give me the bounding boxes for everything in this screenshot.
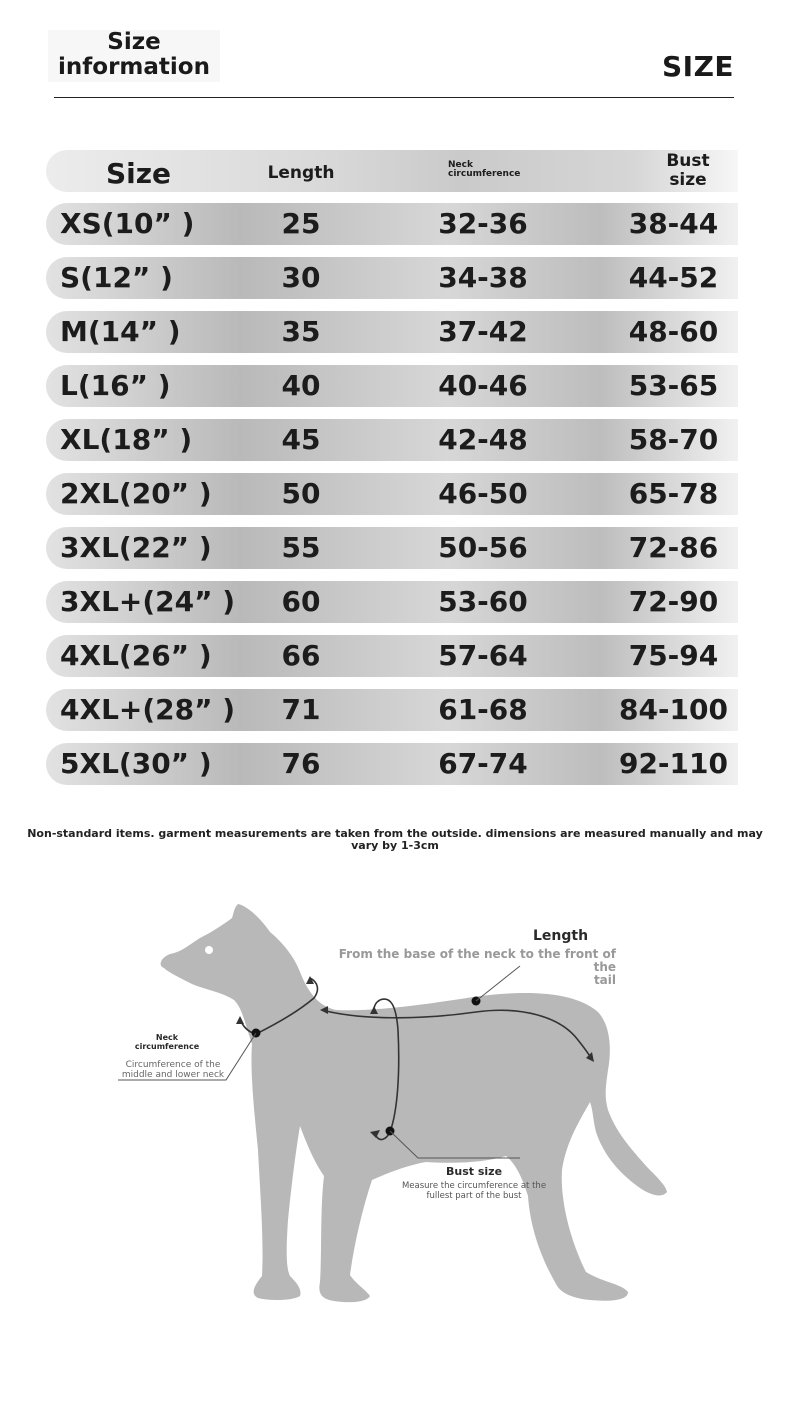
neck-description-line2: middle and lower neck	[121, 1070, 225, 1080]
table-row	[46, 689, 738, 731]
cell-length: 35	[281, 315, 321, 348]
cell-length: 50	[281, 477, 321, 510]
cell-length: 55	[281, 531, 321, 564]
cell-neck: 32-36	[438, 207, 528, 240]
length-description-line1: From the base of the neck to the front of the	[338, 947, 616, 974]
neck-description-line1: Circumference of the	[125, 1060, 221, 1070]
cell-size: L(16” )	[60, 369, 171, 402]
col-neck-header-line1: Neck	[448, 160, 473, 170]
col-size-header: Size	[106, 157, 172, 190]
cell-length: 40	[281, 369, 321, 402]
cell-neck: 42-48	[438, 423, 528, 456]
measurement-note: Non-standard items. garment measurements are taken from the outside. dimensions are measured manually and may vary by 1-3cm	[27, 827, 763, 852]
cell-neck: 67-74	[438, 747, 528, 780]
neck-description	[112, 1060, 234, 1080]
length-description-line2: tail	[593, 973, 616, 987]
cell-bust: 44-52	[628, 261, 719, 294]
cell-neck: 53-60	[438, 585, 528, 618]
table-header-row	[46, 150, 738, 192]
cell-bust: 92-110	[618, 747, 729, 780]
cell-bust: 48-60	[628, 315, 719, 348]
cell-bust: 38-44	[628, 207, 719, 240]
cell-size: 5XL(30” )	[60, 747, 212, 780]
neck-label-line2: circumference	[134, 1042, 200, 1051]
table-row	[46, 527, 738, 569]
cell-size: S(12” )	[60, 261, 173, 294]
cell-size: 3XL(22” )	[60, 531, 212, 564]
cell-neck: 34-38	[438, 261, 528, 294]
cell-neck: 57-64	[438, 639, 528, 672]
cell-bust: 75-94	[628, 639, 719, 672]
col-bust-header-line1: Bust	[666, 151, 710, 171]
cell-length: 66	[281, 639, 321, 672]
cell-length: 45	[281, 423, 321, 456]
bust-label: Bust size	[446, 1165, 503, 1178]
table-row	[46, 311, 738, 353]
cell-length: 71	[281, 693, 321, 726]
header-title-line2: information	[58, 54, 210, 80]
cell-neck: 37-42	[438, 315, 528, 348]
neck-label-line1: Neck	[155, 1033, 179, 1042]
cell-size: M(14” )	[60, 315, 181, 348]
cell-bust: 58-70	[628, 423, 719, 456]
table-row	[46, 581, 738, 623]
bust-description-line1: Measure the circumference at the	[401, 1181, 547, 1191]
dog-illustration	[0, 880, 790, 1320]
length-description	[322, 948, 616, 987]
cell-neck: 50-56	[438, 531, 528, 564]
cell-bust: 72-90	[628, 585, 719, 618]
cell-size: 2XL(20” )	[60, 477, 212, 510]
header-title-line1: Size	[107, 29, 161, 55]
cell-size: 4XL+(28” )	[60, 693, 236, 726]
col-neck-header-line2: circumference	[448, 169, 521, 179]
header-divider	[54, 97, 734, 98]
cell-size: XS(10” )	[60, 207, 195, 240]
cell-length: 25	[281, 207, 321, 240]
table-row	[46, 365, 738, 407]
table-row	[46, 743, 738, 785]
table-row	[46, 203, 738, 245]
cell-neck: 61-68	[438, 693, 528, 726]
table-row	[46, 257, 738, 299]
cell-bust: 53-65	[628, 369, 719, 402]
cell-size: 4XL(26” )	[60, 639, 212, 672]
col-neck-header	[448, 161, 528, 179]
neck-label	[126, 1033, 208, 1051]
cell-bust: 84-100	[618, 693, 729, 726]
col-bust-header-line2: size	[669, 170, 707, 190]
header-title-box	[48, 30, 220, 82]
col-bust-header	[658, 152, 718, 190]
cell-size: XL(18” )	[60, 423, 193, 456]
cell-neck: 40-46	[438, 369, 528, 402]
cell-neck: 46-50	[438, 477, 528, 510]
cell-length: 60	[281, 585, 321, 618]
col-length-header: Length	[267, 163, 335, 183]
cell-bust: 72-86	[628, 531, 719, 564]
bust-description-line2: fullest part of the bust	[426, 1190, 522, 1201]
table-row	[46, 419, 738, 461]
cell-length: 76	[281, 747, 321, 780]
bust-description	[394, 1182, 554, 1201]
cell-length: 30	[281, 261, 321, 294]
header-size-label: SIZE	[661, 50, 734, 83]
cell-size: 3XL+(24” )	[60, 585, 236, 618]
table-row	[46, 635, 738, 677]
length-label: Length	[533, 928, 589, 944]
cell-bust: 65-78	[628, 477, 719, 510]
table-row	[46, 473, 738, 515]
dog-eye	[205, 946, 213, 954]
measurement-diagram	[0, 880, 790, 1320]
